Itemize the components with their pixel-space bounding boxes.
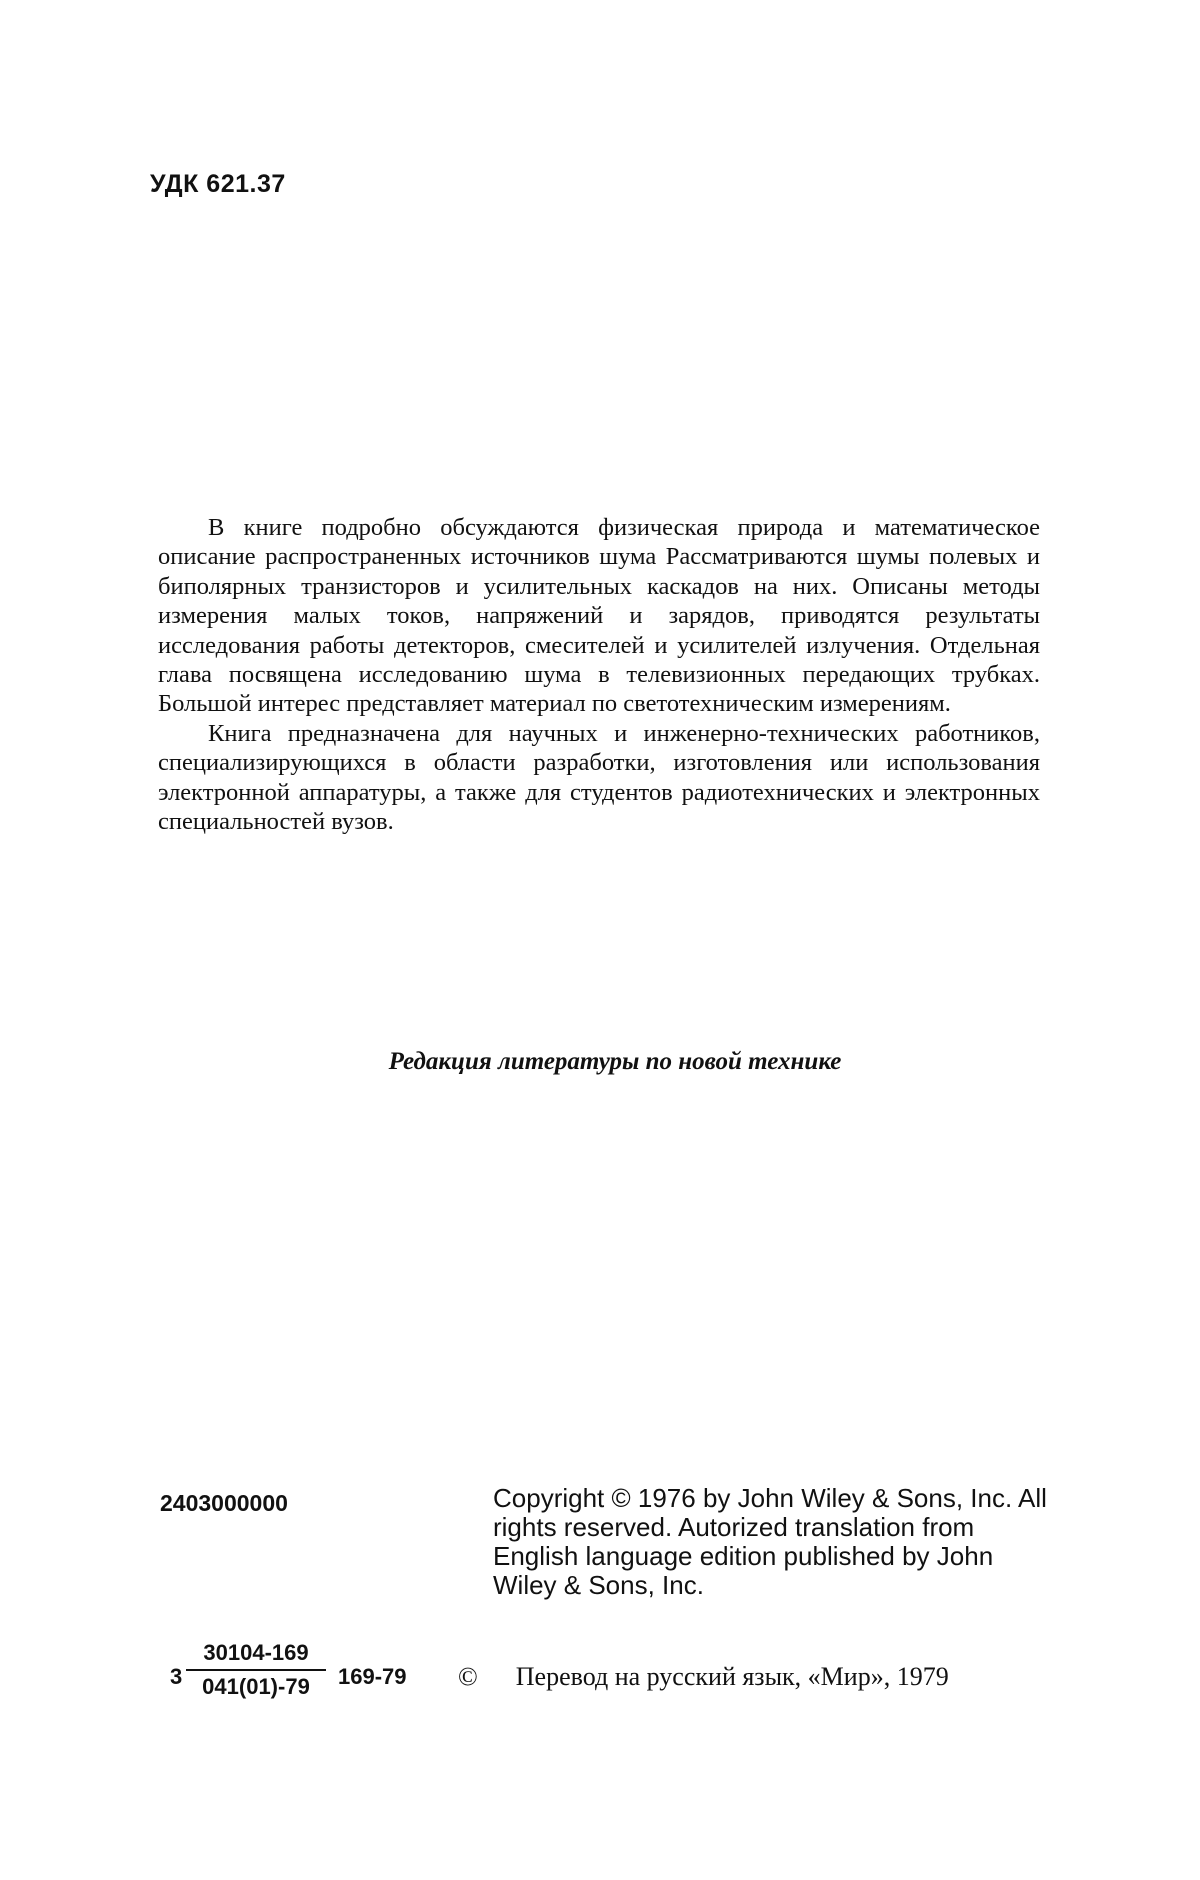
- book-abstract: [158, 513, 1040, 836]
- translation-notice-text: Перевод на русский язык, «Мир», 1979: [515, 1662, 949, 1691]
- publication-code-numerator: 30104-169: [186, 1640, 326, 1671]
- translation-notice: [458, 1662, 949, 1692]
- publication-code-suffix: 169-79: [338, 1664, 407, 1689]
- copyright-symbol-icon: ©: [458, 1662, 478, 1691]
- abstract-paragraph: Книга предназначена для научных и инженерно-технических работников, специализирующихся в области разработки, изготовления или использования электронной аппаратуры, а также для студентов радиотехнических и электронных специальностей вузов.: [158, 719, 1040, 836]
- publication-code: [170, 1640, 440, 1716]
- abstract-paragraph: В книге подробно обсуждаются физическая природа и математическое описание распространенных источников шума Рассматриваются шумы полевых и биполярных транзисторов и усилительных каскадов на них. Описаны методы измерения малых токов, напряжений и зарядов, приводятся результаты исследования работы детекторов, смесителей и усилителей излучения. Отдельная глава посвящена исследованию шума в телевизионных передающих трубках. Большой интерес представляет материал по светотехническим измерениям.: [158, 514, 1040, 718]
- editorial-office-line: Редакция литературы по новой технике: [388, 1048, 842, 1075]
- catalog-code: 2403000000: [160, 1490, 288, 1516]
- publication-code-denominator: 041(01)-79: [202, 1674, 310, 1699]
- publication-code-prefix: 3: [170, 1664, 183, 1689]
- publication-code-fraction: [186, 1640, 326, 1700]
- udk-code: УДК 621.37: [150, 170, 286, 198]
- copyright-notice: Copyright © 1976 by John Wiley & Sons, Inc. All rights reserved. Autorized translation from English language edition published by John Wiley & Sons, Inc.: [493, 1483, 1047, 1600]
